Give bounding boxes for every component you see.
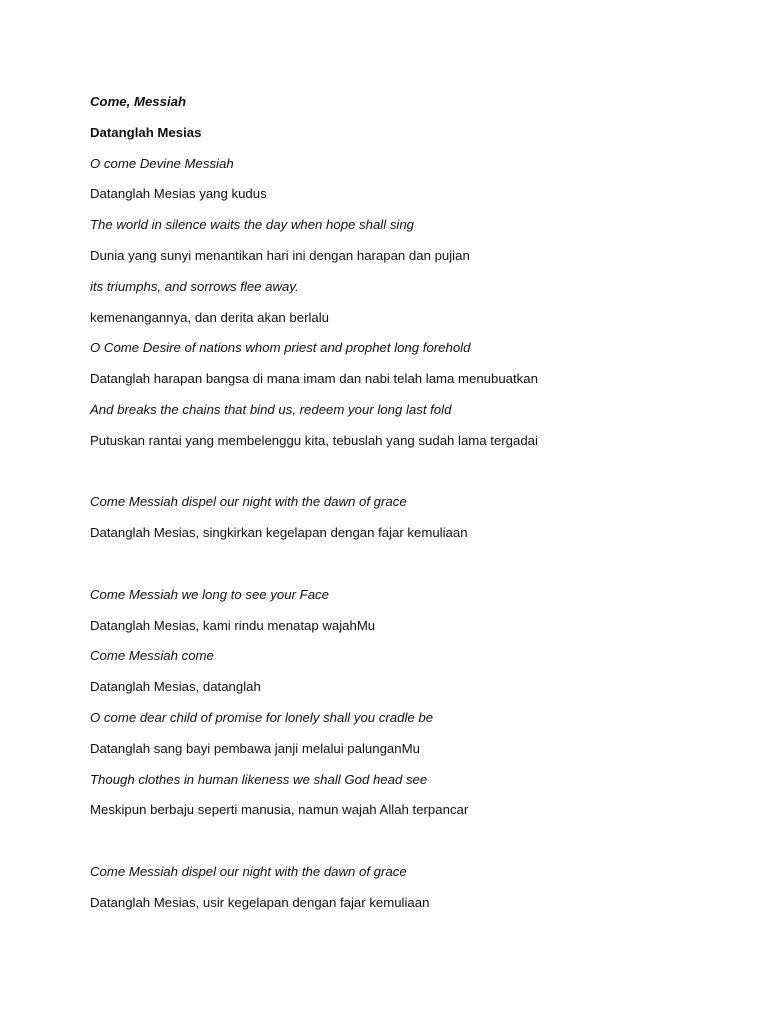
lyric-line: its triumphs, and sorrows flee away. xyxy=(90,278,299,294)
blank-line xyxy=(90,461,730,492)
song-title-translation: Datanglah Mesias xyxy=(90,124,202,140)
lyric-line: kemenangannya, dan derita akan berlalu xyxy=(90,309,330,325)
lyric-line: Come Messiah come xyxy=(90,648,214,664)
lyric-line: Datanglah Mesias, usir kegelapan dengan fajar kemuliaan xyxy=(90,894,430,910)
lyric-line: Datanglah Mesias, singkirkan kegelapan dengan fajar kemuliaan xyxy=(90,525,468,541)
lyric-line: Come Messiah dispel our night with the dawn of grace xyxy=(90,494,407,510)
lyric-line: Putuskan rantai yang membelenggu kita, tebuslah yang sudah lama tergadai xyxy=(90,432,538,448)
lyric-line: Come Messiah we long to see your Face xyxy=(90,586,329,602)
song-title: Come, Messiah xyxy=(90,94,187,109)
lyric-line: Though clothes in human likeness we shall God head see xyxy=(90,771,428,787)
lyric-line: O come Devine Messiah xyxy=(90,155,234,171)
lyric-line: O come dear child of promise for lonely shall you cradle be xyxy=(90,709,434,725)
lyric-line: The world in silence waits the day when hope shall sing xyxy=(90,217,415,233)
lyric-line: Datanglah Mesias, kami rindu menatap wajahMu xyxy=(90,617,376,633)
lyric-line: Come Messiah dispel our night with the dawn of grace xyxy=(90,863,407,879)
lyric-line: And breaks the chains that bind us, redeem your long last fold xyxy=(90,401,452,417)
lyric-line: O Come Desire of nations whom priest and prophet long forehold xyxy=(90,340,471,356)
blank-line xyxy=(90,830,730,861)
lyrics-text-block xyxy=(90,91,730,923)
blank-line xyxy=(90,553,730,584)
lyric-line: Datanglah sang bayi pembawa janji melalui palunganMu xyxy=(90,740,420,756)
lyric-line: Datanglah Mesias yang kudus xyxy=(90,186,267,202)
lyric-line: Meskipun berbaju seperti manusia, namun wajah Allah terpancar xyxy=(90,802,469,818)
lyric-line: Dunia yang sunyi menantikan hari ini dengan harapan dan pujian xyxy=(90,247,470,263)
lyric-line: Datanglah harapan bangsa di mana imam dan nabi telah lama menubuatkan xyxy=(90,371,538,387)
lyric-line: Datanglah Mesias, datanglah xyxy=(90,679,261,695)
